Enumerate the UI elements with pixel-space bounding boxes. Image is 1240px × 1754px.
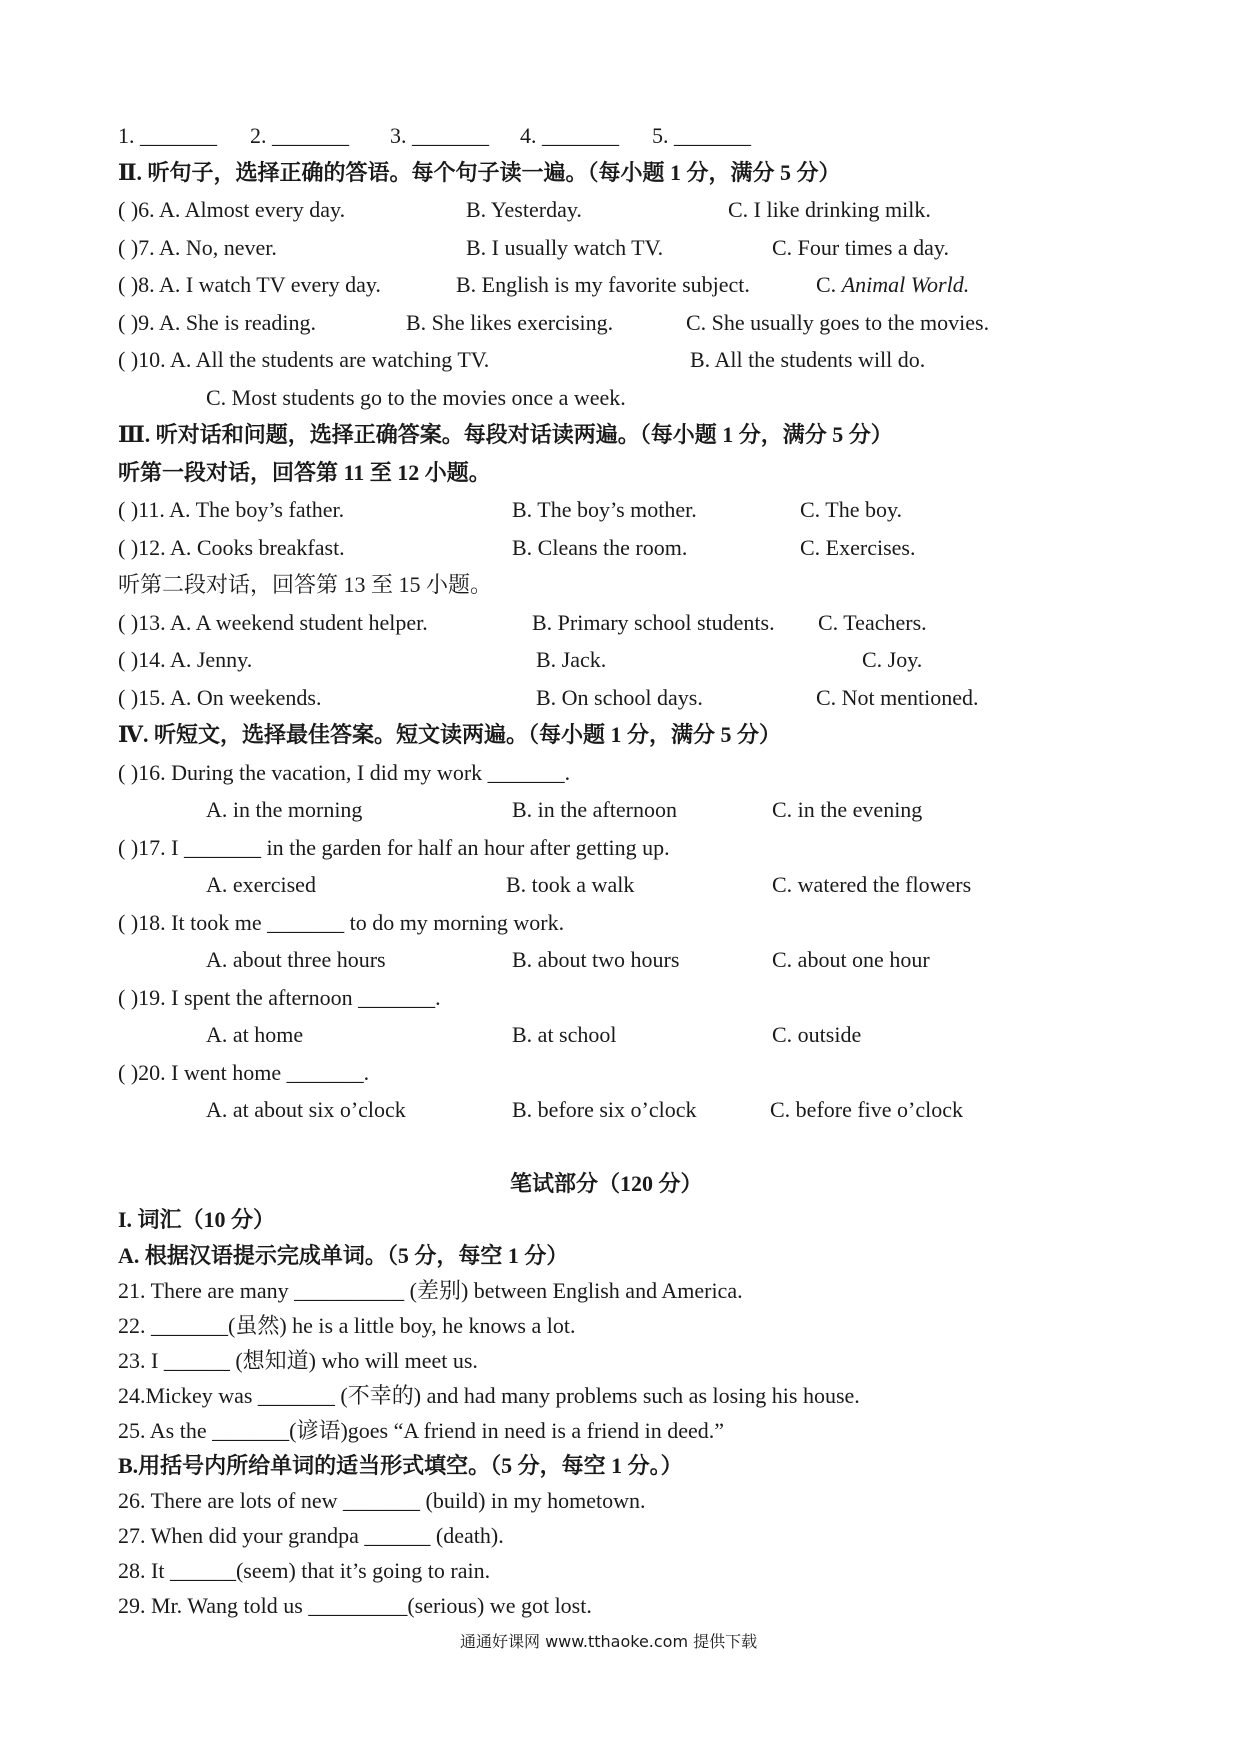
q9-b: B. She likes exercising.	[406, 310, 614, 335]
q28: 28. It ______(seem) that it’s going to rain.	[118, 1558, 491, 1583]
q17-c: C. watered the flowers	[772, 872, 972, 897]
section-3-sub1: 听第一段对话，回答第 11 至 12 小题。	[118, 460, 491, 485]
q17-b: B. took a walk	[506, 872, 635, 897]
q20-c: C. before five o’clock	[770, 1097, 964, 1122]
q15-a: ( )15. A. On weekends.	[118, 685, 322, 710]
q8-a: ( )8. A. I watch TV every day.	[118, 272, 381, 297]
q6-c: C. I like drinking milk.	[728, 197, 931, 222]
q27: 27. When did your grandpa ______ (death).	[118, 1523, 504, 1548]
q15-b: B. On school days.	[536, 685, 703, 710]
section-3-sub2: 听第二段对话，回答第 13 至 15 小题。	[118, 572, 493, 597]
q18-b: B. about two hours	[512, 947, 680, 972]
q11-b: B. The boy’s mother.	[512, 497, 697, 522]
footer-source: 通通好课网 www.tthaoke.com 提供下载	[460, 1632, 758, 1651]
q25: 25. As the _______(谚语)goes “A friend in need is a friend in deed.”	[118, 1418, 725, 1443]
q24: 24.Mickey was _______ (不幸的) and had many problems such as losing his house.	[118, 1383, 860, 1408]
q19-b: B. at school	[512, 1022, 617, 1047]
q22: 22. _______(虽然) he is a little boy, he knows a lot.	[118, 1313, 576, 1338]
q12-a: ( )12. A. Cooks breakfast.	[118, 535, 345, 560]
q20-stem: ( )20. I went home _______.	[118, 1060, 370, 1085]
q13-c: C. Teachers.	[818, 610, 927, 635]
part-a-heading: A. 根据汉语提示完成单词。（5 分，每空 1 分）	[118, 1243, 569, 1268]
q13-a: ( )13. A. A weekend student helper.	[118, 610, 428, 635]
q8-c-title: Animal World.	[841, 272, 970, 297]
section-4-heading: Ⅳ. 听短文，选择最佳答案。短文读两遍。（每小题 1 分，满分 5 分）	[118, 722, 781, 747]
q19-stem: ( )19. I spent the afternoon _______.	[118, 985, 441, 1010]
q10-c: C. Most students go to the movies once a week.	[206, 385, 626, 410]
q14-c: C. Joy.	[862, 647, 923, 672]
q26: 26. There are lots of new _______ (build) in my hometown.	[118, 1488, 646, 1513]
vocab-heading: I. 词汇（10 分）	[118, 1207, 276, 1232]
q18-c: C. about one hour	[772, 947, 930, 972]
q11-c: C. The boy.	[800, 497, 903, 522]
q12-c: C. Exercises.	[800, 535, 916, 560]
q21: 21. There are many __________ (差别) between English and America.	[118, 1278, 743, 1303]
answer-blank-2: 2. _______	[250, 123, 349, 148]
written-title: 笔试部分（120 分）	[510, 1171, 703, 1196]
q19-c: C. outside	[772, 1022, 862, 1047]
answer-blank-1: 1. _______	[118, 123, 217, 148]
q7-a: ( )7. A. No, never.	[118, 235, 277, 260]
q19-a: A. at home	[206, 1022, 304, 1047]
q14-b: B. Jack.	[536, 647, 607, 672]
q12-b: B. Cleans the room.	[512, 535, 688, 560]
q17-stem: ( )17. I _______ in the garden for half an hour after getting up.	[118, 835, 670, 860]
q9-c: C. She usually goes to the movies.	[686, 310, 990, 335]
q10-b: B. All the students will do.	[690, 347, 926, 372]
section-2-heading: Ⅱ. 听句子，选择正确的答语。每个句子读一遍。（每小题 1 分，满分 5 分）	[118, 160, 841, 185]
answer-blank-4: 4. _______	[520, 123, 619, 148]
q20-b: B. before six o’clock	[512, 1097, 697, 1122]
q23: 23. I ______ (想知道) who will meet us.	[118, 1348, 478, 1373]
q8-b: B. English is my favorite subject.	[456, 272, 750, 297]
q8-c-prefix: C.	[816, 272, 842, 297]
part-b-heading: B.用括号内所给单词的适当形式填空。（5 分，每空 1 分。）	[118, 1453, 683, 1478]
answer-blank-3: 3. _______	[390, 123, 489, 148]
q8-c	[816, 271, 969, 299]
q7-b: B. I usually watch TV.	[466, 235, 664, 260]
q13-b: B. Primary school students.	[532, 610, 775, 635]
q10-a: ( )10. A. All the students are watching TV.	[118, 347, 490, 372]
section-3-heading: Ⅲ. 听对话和问题，选择正确答案。每段对话读两遍。（每小题 1 分，满分 5 分）	[118, 422, 893, 447]
q6-a: ( )6. A. Almost every day.	[118, 197, 346, 222]
q14-a: ( )14. A. Jenny.	[118, 647, 253, 672]
q29: 29. Mr. Wang told us _________(serious) we got lost.	[118, 1593, 592, 1618]
q16-a: A. in the morning	[206, 797, 363, 822]
q6-b: B. Yesterday.	[466, 197, 582, 222]
q18-a: A. about three hours	[206, 947, 386, 972]
q17-a: A. exercised	[206, 872, 316, 897]
q9-a: ( )9. A. She is reading.	[118, 310, 316, 335]
q20-a: A. at about six o’clock	[206, 1097, 406, 1122]
answer-blank-5: 5. _______	[652, 123, 751, 148]
q15-c: C. Not mentioned.	[816, 685, 979, 710]
q16-b: B. in the afternoon	[512, 797, 677, 822]
q16-c: C. in the evening	[772, 797, 923, 822]
q7-c: C. Four times a day.	[772, 235, 949, 260]
q16-stem: ( )16. During the vacation, I did my work _______.	[118, 760, 571, 785]
q18-stem: ( )18. It took me _______ to do my morning work.	[118, 910, 565, 935]
q11-a: ( )11. A. The boy’s father.	[118, 497, 345, 522]
